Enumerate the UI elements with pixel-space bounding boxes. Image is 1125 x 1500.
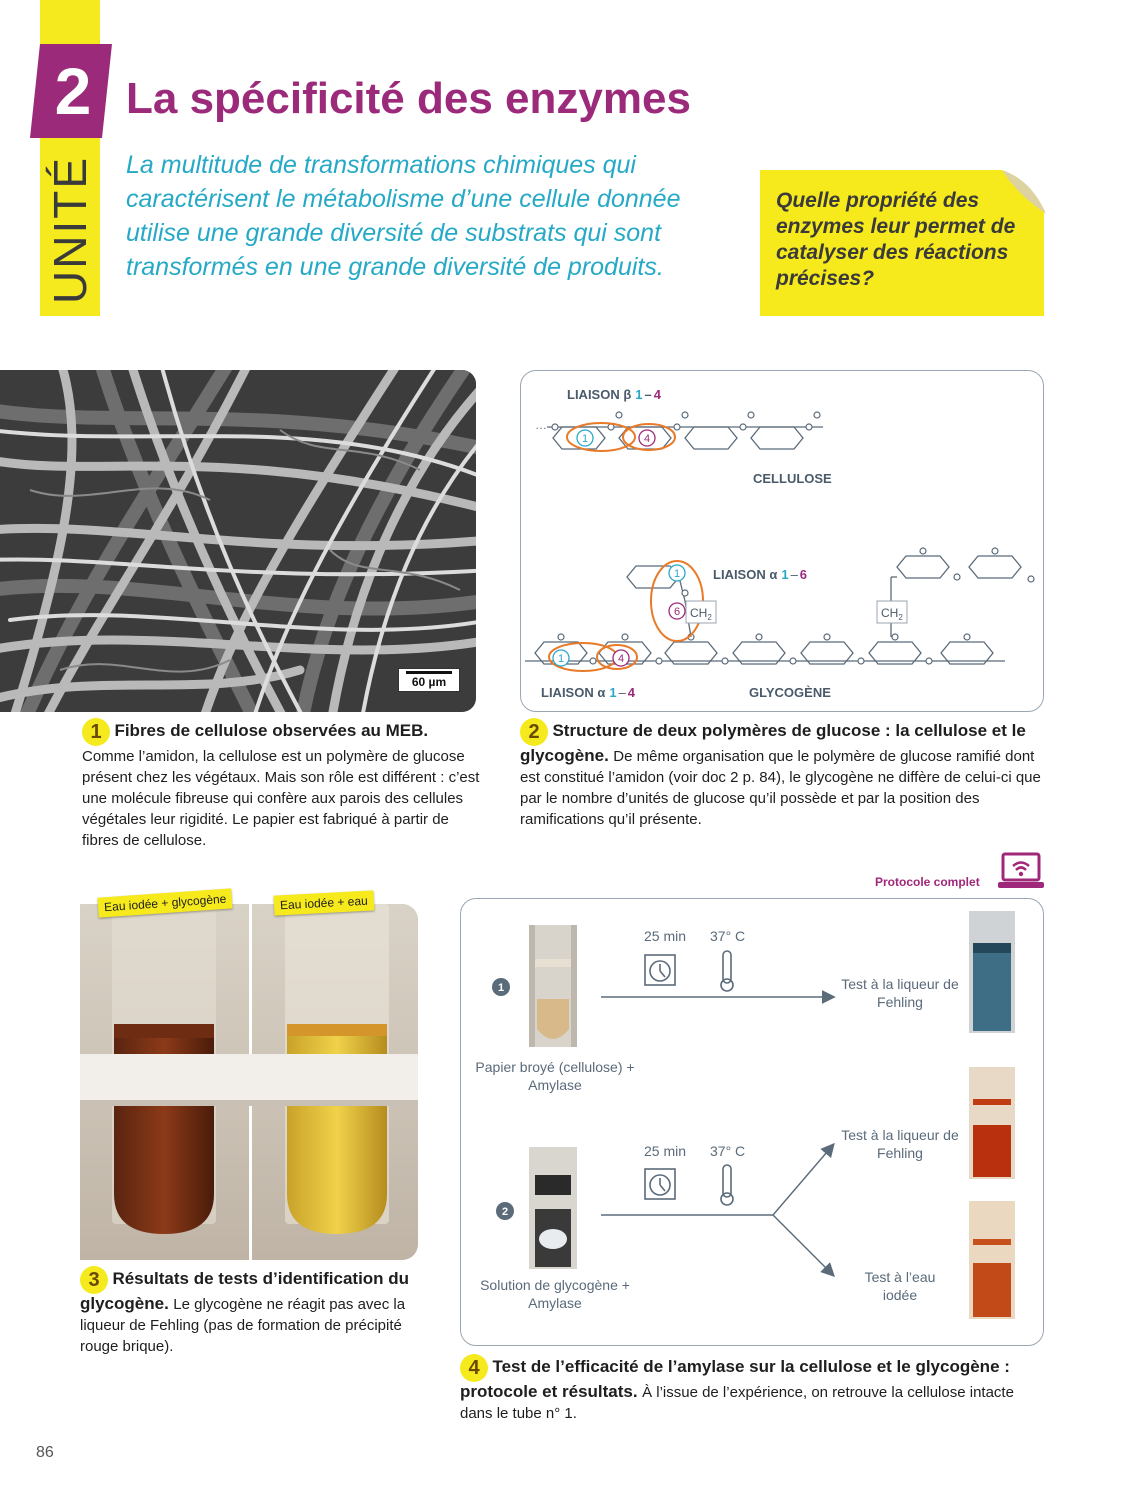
iodine-test: Test à l’eau iodée — [864, 1269, 936, 1303]
doc3-number: 3 — [80, 1266, 108, 1294]
fehling-test-2: Test à la liqueur de Fehling — [841, 1127, 959, 1161]
doc1-caption — [82, 718, 482, 851]
thermometer-icon — [721, 1165, 733, 1205]
tube-1-photo — [529, 925, 577, 1047]
polymer-diagram — [520, 370, 1044, 712]
thermometer-icon — [721, 951, 733, 991]
result-2b-photo — [969, 1201, 1015, 1319]
sem-cellulose-photo — [0, 370, 476, 712]
doc3-title: Résultats de tests d’identification du glycogène. — [80, 1269, 410, 1313]
result-2a-photo — [969, 1067, 1015, 1179]
doc4-body: À l’issue de l’expérience, on retrouve la cellulose intacte dans le tube n° 1. — [460, 1384, 1014, 1422]
svg-text:6: 6 — [673, 606, 681, 618]
chain-dots: … — [535, 418, 547, 432]
svg-text:LIAISON β1–4: LIAISON β 1 – 4 — [567, 387, 661, 402]
cellulose-chain — [535, 412, 823, 451]
tube-2-photo — [529, 1147, 577, 1269]
svg-text:LIAISON α1–4: LIAISON α 1 – 4 — [541, 685, 636, 700]
temp-label-1: 37° C — [710, 928, 746, 944]
scale-bar: 60 µm — [398, 668, 460, 692]
doc3-caption — [80, 1266, 420, 1357]
temp-label-2: 37° C — [710, 1143, 746, 1159]
tubes-photo — [80, 904, 418, 1260]
fehling-test-1: Test à la liqueur de Fehling — [841, 976, 959, 1010]
doc2-caption — [520, 718, 1045, 830]
doc4-title: Test de l’efficacité de l’amylase sur la cellulose et le glycogène : protocole et résultats. — [460, 1357, 1010, 1401]
time-label-1: 25 min — [644, 928, 687, 944]
intro-text: La multitude de transformations chimiques qui caractérisent le métabolisme d’une cellule donnée utilise une grande diversité de substrats qui sont transformés en une grande diversité de produits. — [126, 151, 681, 281]
svg-text:CH2: $CH_2$ — [690, 606, 712, 622]
glycogen-chain — [525, 548, 1034, 671]
doc2-title: Structure de deux polymères de glucose : la cellulose et le glycogène. — [520, 721, 1026, 765]
tag-iodine-glycogen: Eau iodée + glycogène — [97, 888, 233, 917]
svg-text:1: 1 — [497, 982, 505, 994]
glycogen-label: GLYCOGÈNE — [749, 685, 831, 700]
doc2-body: De même organisation que le polymère de glucose ramifié dont est constitué l’amidon (voir doc 2 p. 84), le glycogène ne diffère de celui-ci que par le nombre d’unités de glucose qu’il possède et par la position des ramifications qu’il présente. — [520, 748, 1041, 828]
laptop-wifi-icon[interactable] — [998, 852, 1044, 890]
unit-number: 2 — [54, 54, 92, 128]
doc2-number: 2 — [520, 718, 548, 746]
exp2-label: Solution de glycogène + Amylase — [480, 1277, 630, 1311]
page-title: La spécificité des enzymes — [126, 74, 691, 123]
doc4-number: 4 — [460, 1354, 488, 1382]
page-number: 86 — [36, 1444, 54, 1461]
key-question: Quelle propriété des enzymes leur permet de catalyser des réactions précises? — [776, 189, 1016, 290]
doc3-body: Le glycogène ne réagit pas avec la liqueur de Fehling (pas de formation de précipité rouge brique). — [80, 1296, 406, 1355]
svg-text:4: 4 — [617, 653, 625, 665]
exp1-label: Papier broyé (cellulose) + Amylase — [475, 1059, 635, 1093]
cellulose-label: CELLULOSE — [753, 471, 832, 486]
time-label-2: 25 min — [644, 1143, 687, 1159]
result-1-photo — [969, 911, 1015, 1033]
doc4-caption — [460, 1354, 1050, 1424]
tag-iodine-water: Eau iodée + eau — [274, 890, 375, 915]
svg-text:1: 1 — [673, 568, 681, 580]
timer-icon — [645, 1169, 675, 1199]
svg-text:4: 4 — [643, 433, 651, 445]
svg-text:2: 2 — [501, 1206, 509, 1218]
doc1-number: 1 — [82, 718, 110, 746]
svg-text:1: 1 — [581, 433, 589, 445]
unit-label: UNITÉ — [44, 156, 96, 304]
doc1-title: Fibres de cellulose observées au MEB. — [114, 721, 429, 741]
svg-text:1: 1 — [557, 653, 565, 665]
timer-icon — [645, 955, 675, 985]
protocol-link[interactable]: Protocole complet — [875, 875, 980, 889]
doc1-body: Comme l’amidon, la cellulose est un polymère de glucose présent chez les végétaux. Mais son rôle est différent : c’est une molécule fibreuse qui confère aux parois des cellules végétales leur rigidité. Le papier est fabriqué à partir de fibres de cellulose. — [82, 748, 480, 849]
svg-text:LIAISON α1–6: LIAISON α 1 – 6 — [713, 567, 808, 582]
svg-text:CH2: $CH_2$ — [881, 606, 903, 622]
